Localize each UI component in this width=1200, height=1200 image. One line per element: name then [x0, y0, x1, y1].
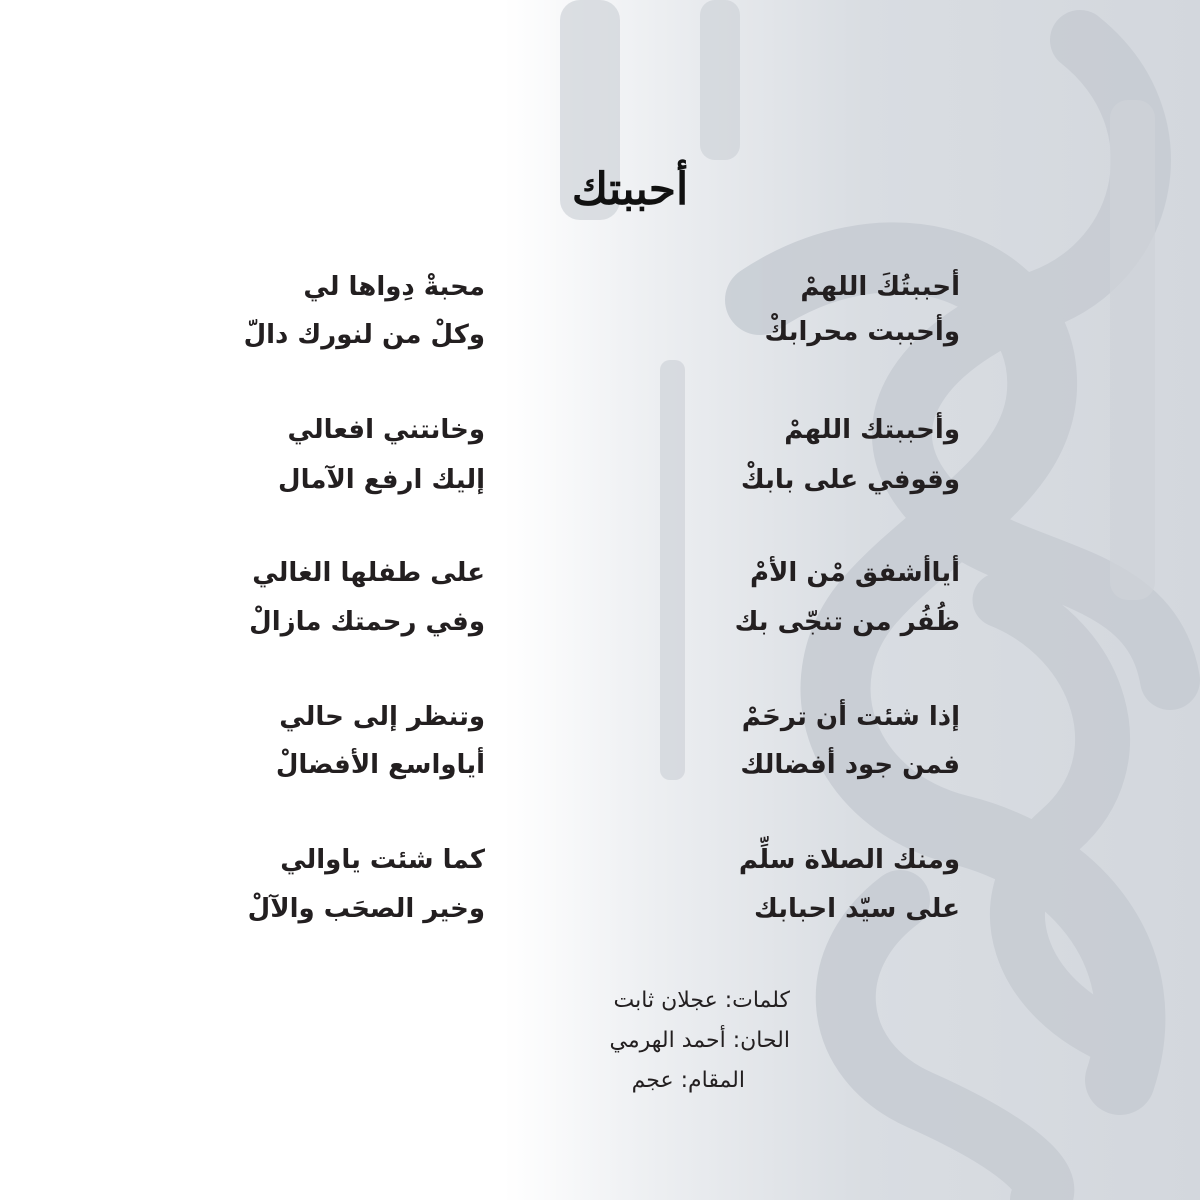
verse-line: أحببتُكَ اللهمْ — [800, 272, 960, 302]
verse-line: وكلْ من لنورك دالّ — [243, 320, 485, 350]
song-title-text: أحببتك — [571, 164, 689, 215]
verse-line: أياواسع الأفضالْ — [275, 750, 485, 780]
verse-line: ومنك الصلاة سلِّم — [738, 845, 960, 875]
verse-line: إليك ارفع الآمال — [278, 465, 485, 495]
credit-maqam: المقام: عجم — [631, 1068, 745, 1093]
verse-line: فمن جود أفضالك — [740, 750, 960, 780]
verse-line: ظُفُر من تنجّى بك — [734, 607, 960, 637]
credit-melody: الحان: أحمد الهرمي — [609, 1028, 790, 1053]
verse-line: إذا شئت أن ترحَمْ — [741, 702, 960, 732]
verse-line: على سيّد احبابك — [754, 894, 960, 924]
credit-lyrics: كلمات: عجلان ثابت — [613, 988, 790, 1013]
verse-line: وقوفي على بابكْ — [740, 465, 960, 495]
verse-line: وخانتني افعالي — [287, 415, 485, 445]
verse-line: كما شئت ياوالي — [280, 845, 485, 875]
verse-line: وتنظر إلى حالي — [279, 702, 485, 732]
verse-line: وأحببت محرابكْ — [764, 317, 960, 347]
verse-line: وفي رحمتك مازالْ — [249, 607, 485, 637]
verse-line: وخير الصحَب والآلْ — [247, 894, 485, 924]
song-title — [500, 150, 760, 230]
verse-line: أياأشفق مْن الأمْ — [750, 558, 960, 588]
verse-line: على طفلها الغالي — [252, 558, 485, 588]
verse-line: محبةْ دِواها لي — [303, 272, 485, 302]
verse-line: وأحببتك اللهمْ — [784, 415, 960, 445]
